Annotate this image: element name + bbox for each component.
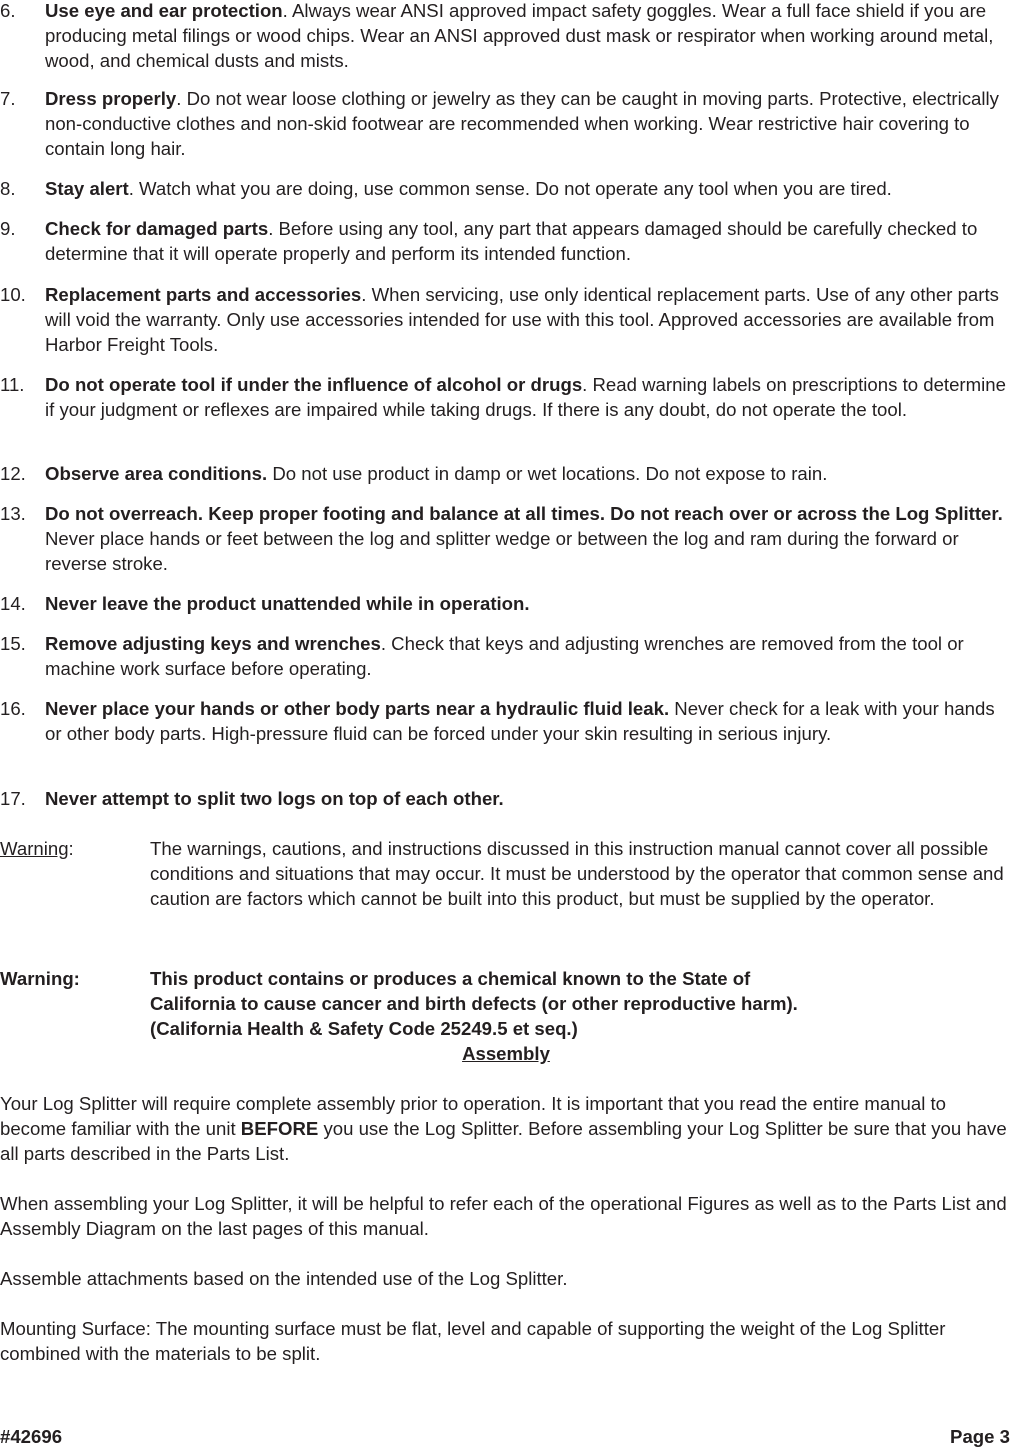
item-lead: Never place your hands or other body parts near a hydraulic fluid leak. [45,698,670,719]
item-number: 11. [0,374,25,395]
item-lead: Use eye and ear protection [45,0,283,21]
list-item [0,176,1012,201]
item-text: Do not use product in damp or wet locations. Do not expose to rain. [267,463,828,484]
item-lead: Never leave the product unattended while in operation. [45,593,530,614]
assembly-paragraph: Assemble attachments based on the intended use of the Log Splitter. [0,1268,568,1289]
item-number: 15. [0,633,26,654]
list-item [0,282,1012,357]
item-lead: Do not overreach. Keep proper footing and balance at all times. Do not reach over or across the Log Splitter. [45,503,1003,524]
item-number: 12. [0,463,26,484]
item-text: . Read warning labels on prescriptions to determine if your judgment or reflexes are impaired while taking drugs. If there is any doubt, do not operate the tool. [45,374,1006,420]
item-text: . Do not wear loose clothing or jewelry as they can be caught in moving parts. Protective, electrically non-conductive clothes and non-skid footwear are recommended when working. Wear restrictive hair covering to contain long hair. [45,88,999,159]
item-number: 10. [0,284,26,305]
list-item [0,0,1012,73]
item-number: 16. [0,698,26,719]
item-number: 6. [0,0,16,21]
item-text: . Watch what you are doing, use common sense. Do not operate any tool when you are tired. [128,178,892,199]
item-text: Never check for a leak with your hands or other body parts. High-pressure fluid can be forced under your skin resulting in serious injury. [45,698,995,744]
item-number: 8. [0,178,16,199]
list-item [0,216,1012,266]
item-lead: Never attempt to split two logs on top of each other. [45,788,504,809]
list-item [0,86,1012,161]
item-number: 14. [0,593,26,614]
item-text: . Before using any tool, any part that appears damaged should be carefully checked to determine that it will operate properly and perform its intended function. [45,218,978,264]
item-lead: Stay alert [45,178,129,199]
list-item [0,461,1012,486]
general-warning [0,836,1012,911]
warning-label: Warning: [0,838,74,859]
list-item [0,591,1012,616]
page-number: Page 3 [950,1426,1010,1447]
item-lead: Dress properly [45,88,177,109]
list-item [0,631,1012,681]
item-number: 13. [0,503,26,524]
warning-text: The warnings, cautions, and instructions discussed in this instruction manual cannot cover all possible conditions and situations that may occur. It must be understood by the operator that common sense and caution are factors which cannot be built into this product, but must be supplied by the operator. [150,838,1004,909]
item-text: Never place hands or feet between the log and splitter wedge or between the log and ram during the forward or reverse stroke. [45,528,959,574]
warning-label: Warning: [0,968,80,989]
item-text: . Always wear ANSI approved impact safety goggles. Wear a full face shield if you are producing metal filings or wood chips. Wear an ANSI approved dust mask or respirator when working around metal, wood, and chemical dusts and mists. [45,0,994,71]
item-lead: Do not operate tool if under the influence of alcohol or drugs [45,374,583,395]
section-heading: Assembly [462,1043,550,1064]
item-lead: Replacement parts and accessories [45,284,362,305]
item-number: 7. [0,88,16,109]
assembly-paragraph: Mounting Surface: The mounting surface must be flat, level and capable of supporting the weight of the Log Splitter combined with the materials to be split. [0,1318,946,1364]
item-number: 17. [0,788,26,809]
item-number-label: #42696 [0,1426,63,1447]
item-text: . When servicing, use only identical replacement parts. Use of any other parts will void the warranty. Only use accessories intended for use with this tool. Approved accessories are available from Harbor Freight Tools. [45,284,999,355]
list-item [0,786,1012,811]
item-number: 9. [0,218,16,239]
item-lead: Check for damaged parts [45,218,269,239]
item-lead: Remove adjusting keys and wrenches [45,633,381,654]
item-text: . Check that keys and adjusting wrenches are removed from the tool or machine work surface before operating. [45,633,964,679]
prop65-warning [0,966,1012,1041]
warning-text: This product contains or produces a chemical known to the State of California to cause cancer and birth defects (or other reproductive harm). (California Health & Safety Code 25249.5 et seq.) [150,968,798,1039]
item-lead: Observe area conditions. [45,463,268,484]
list-item [0,696,1012,746]
list-item [0,372,1012,422]
list-item [0,501,1012,576]
assembly-paragraph: When assembling your Log Splitter, it will be helpful to refer each of the operational Figures as well as to the Parts List and Assembly Diagram on the last pages of this manual. [0,1193,1007,1239]
assembly-paragraph: Your Log Splitter will require complete assembly prior to operation. It is important that you read the entire manual to become familiar with the unit BEFORE you use the Log Splitter. Before assembling your Log Splitter be sure that you have all parts described in the Parts List. [0,1093,1007,1164]
